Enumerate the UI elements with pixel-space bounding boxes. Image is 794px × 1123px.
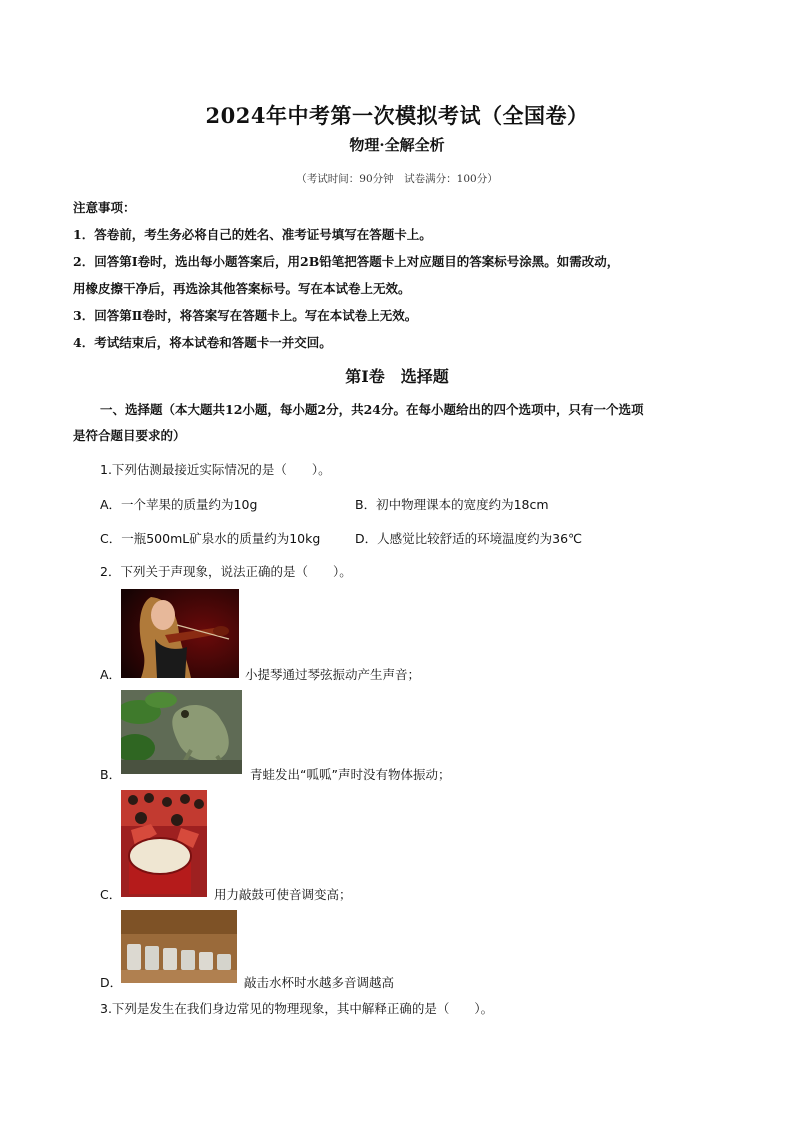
- question-2-option-b-text: 青蛙发出“呱呱”声时没有物体振动；: [250, 767, 451, 782]
- notice-item: 1．答卷前，考生务必将自己的姓名、准考证号填写在答题卡上。: [73, 227, 432, 242]
- notice-item: 4．考试结束后，将本试卷和答题卡一并交回。: [73, 335, 332, 350]
- question-2-option-c-letter: C．: [100, 887, 122, 902]
- notice-item: 用橡皮擦干净后，再选涂其他答案标号。写在本试卷上无效。: [73, 281, 411, 296]
- question-2-option-d-letter: D．: [100, 975, 123, 990]
- notice-item: 3．回答第Ⅱ卷时，将答案写在答题卡上。写在本试卷上无效。: [73, 308, 418, 323]
- exam-title: 2024年中考第一次模拟考试（全国卷）: [205, 103, 589, 128]
- question-1-option-b: B．初中物理课本的宽度约为18cm: [355, 497, 549, 512]
- violin-photo: [121, 589, 239, 678]
- section-intro: 是符合题目要求的）: [73, 428, 186, 443]
- exam-subtitle: 物理·全解全析: [349, 136, 445, 154]
- question-2-option-a-text: 小提琴通过琴弦振动产生声音；: [245, 667, 421, 682]
- notice-heading: 注意事项：: [73, 200, 136, 215]
- question-2-option-a-letter: A．: [100, 667, 122, 682]
- section-title: 第Ⅰ卷 选择题: [345, 367, 449, 386]
- question-1-stem: 1.下列估测最接近实际情况的是（ ）。: [100, 462, 331, 477]
- question-2-stem: 2．下列关于声现象，说法正确的是（ ）。: [100, 564, 352, 579]
- question-1-option-a: A．一个苹果的质量约为10g: [100, 497, 258, 512]
- question-2-option-b-letter: B．: [100, 767, 122, 782]
- exam-info: （考试时间：90分钟 试卷满分：100分）: [296, 173, 498, 185]
- frog-photo: [121, 690, 242, 774]
- question-3-stem: 3.下列是发生在我们身边常见的物理现象，其中解释正确的是（ ）。: [100, 1001, 494, 1016]
- question-1-option-d: D．人感觉比较舒适的环境温度约为36℃: [355, 531, 583, 546]
- section-intro: 一、选择题（本大题共12小题，每小题2分，共24分。在每小题给出的四个选项中，只有一个选项: [100, 402, 644, 417]
- question-2-option-c-text: 用力敲鼓可使音调变高；: [214, 887, 352, 902]
- drum-photo: [121, 790, 207, 897]
- notice-item: 2．回答第Ⅰ卷时，选出每小题答案后，用2B铅笔把答题卡上对应题目的答案标号涂黑。如需改动，: [73, 254, 620, 269]
- question-2-option-d-text: 敲击水杯时水越多音调越高: [244, 975, 395, 990]
- water-glasses-photo: [121, 910, 237, 983]
- question-1-option-c: C．一瓶500mL矿泉水的质量约为10kg: [100, 531, 321, 546]
